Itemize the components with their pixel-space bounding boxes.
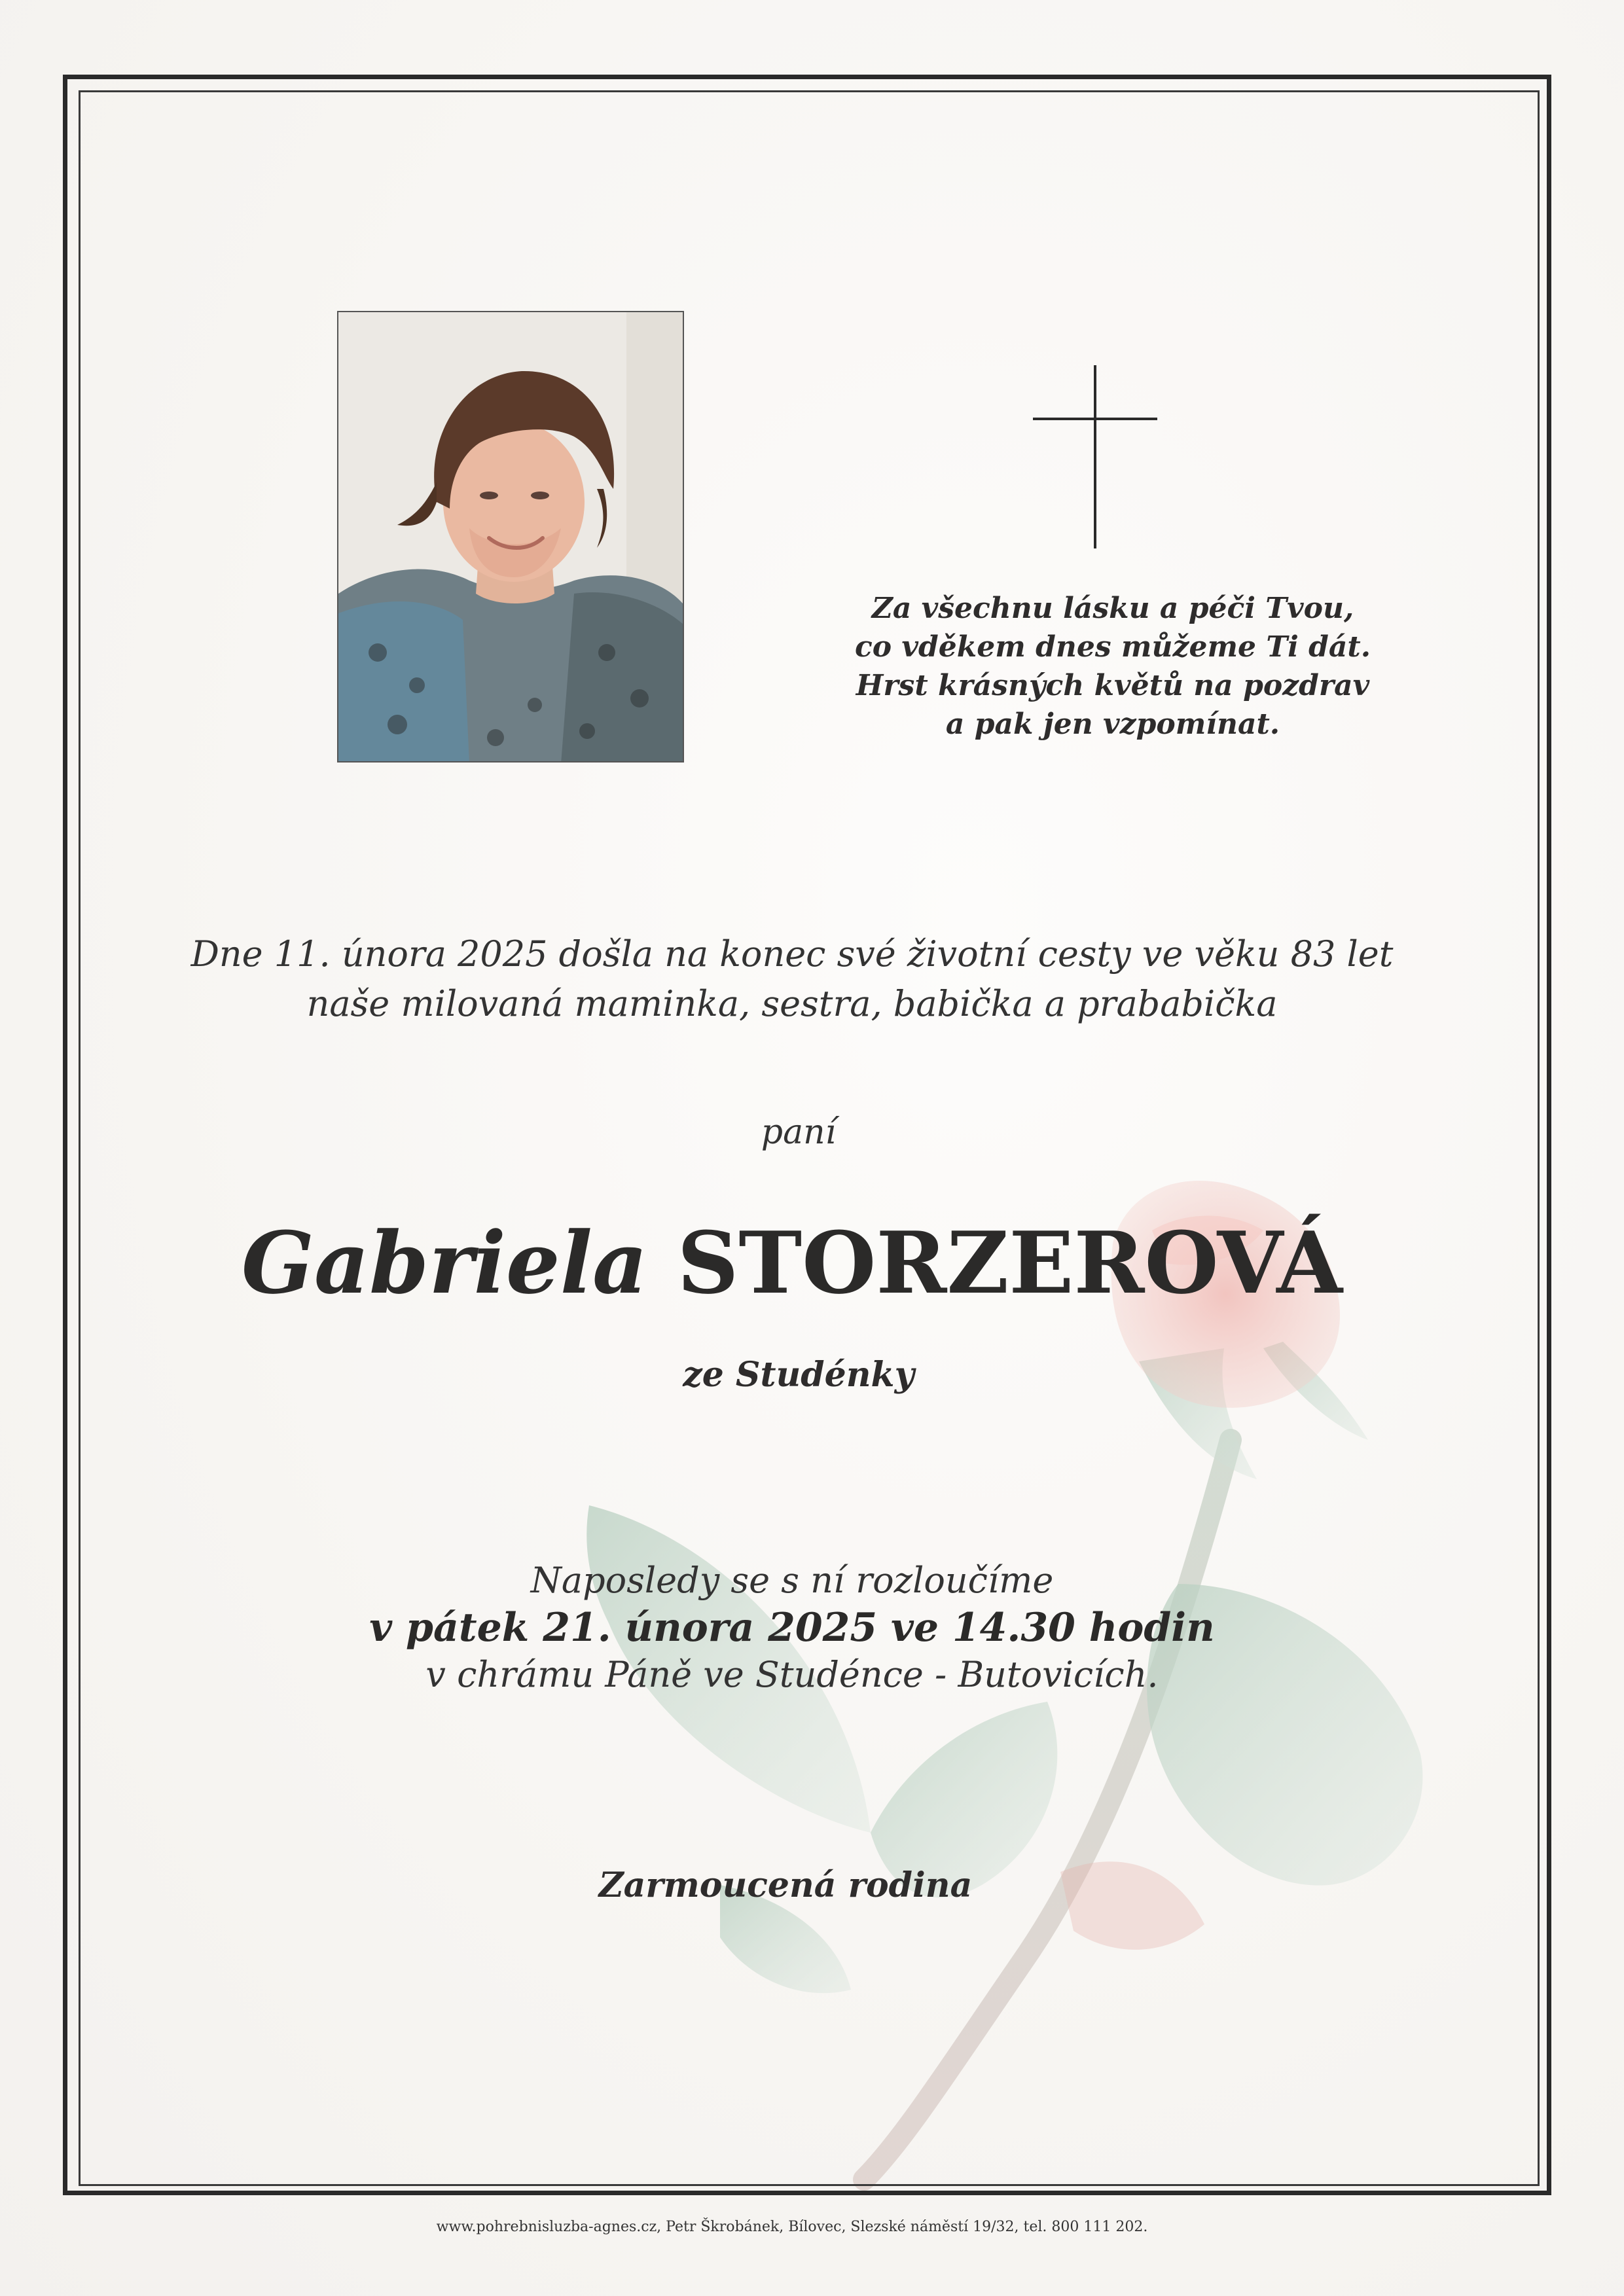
deceased-origin: ze Studénky [683, 1355, 914, 1395]
funeral-service-footer: www.pohrebnisluzba-agnes.cz, Petr Škrobánek, Bílovec, Slezské náměstí 19/32, tel. 800 111 202. [436, 2219, 1148, 2235]
family-signature: Zarmoucená rodina [598, 1865, 973, 1905]
ceremony-datetime: v pátek 21. února 2025 ve 14.30 hodin [369, 1605, 1215, 1651]
announcement-line-2: naše milovaná maminka, sestra, babička a prababička [306, 983, 1278, 1024]
poem-line: Za všechnu lásku a péči Tvou, [871, 592, 1354, 625]
ceremony-location: v chrámu Páně ve Studénce - Butovicích. [425, 1654, 1159, 1695]
poem-line: a pak jen vzpomínat. [945, 708, 1280, 741]
ceremony-intro: Naposledy se s ní rozloučíme [530, 1560, 1054, 1601]
portrait-photo [337, 311, 684, 762]
funeral-ceremony-info [196, 1558, 1388, 1698]
honorific: paní [761, 1113, 837, 1152]
portrait-illustration [338, 312, 684, 762]
deceased-first-name: Gabriela [241, 1213, 648, 1313]
memorial-poem [753, 589, 1473, 744]
deceased-surname: STORZEROVÁ [677, 1213, 1343, 1313]
deceased-name [164, 1211, 1420, 1316]
poem-line: Hrst krásných květů na pozdrav [856, 669, 1370, 702]
poem-line: co vděkem dnes můžeme Ti dát. [854, 630, 1371, 664]
death-announcement [164, 929, 1420, 1029]
latin-cross-icon [1033, 365, 1157, 548]
announcement-line-1: Dne 11. února 2025 došla na konec své životní cesty ve věku 83 let [190, 933, 1394, 975]
